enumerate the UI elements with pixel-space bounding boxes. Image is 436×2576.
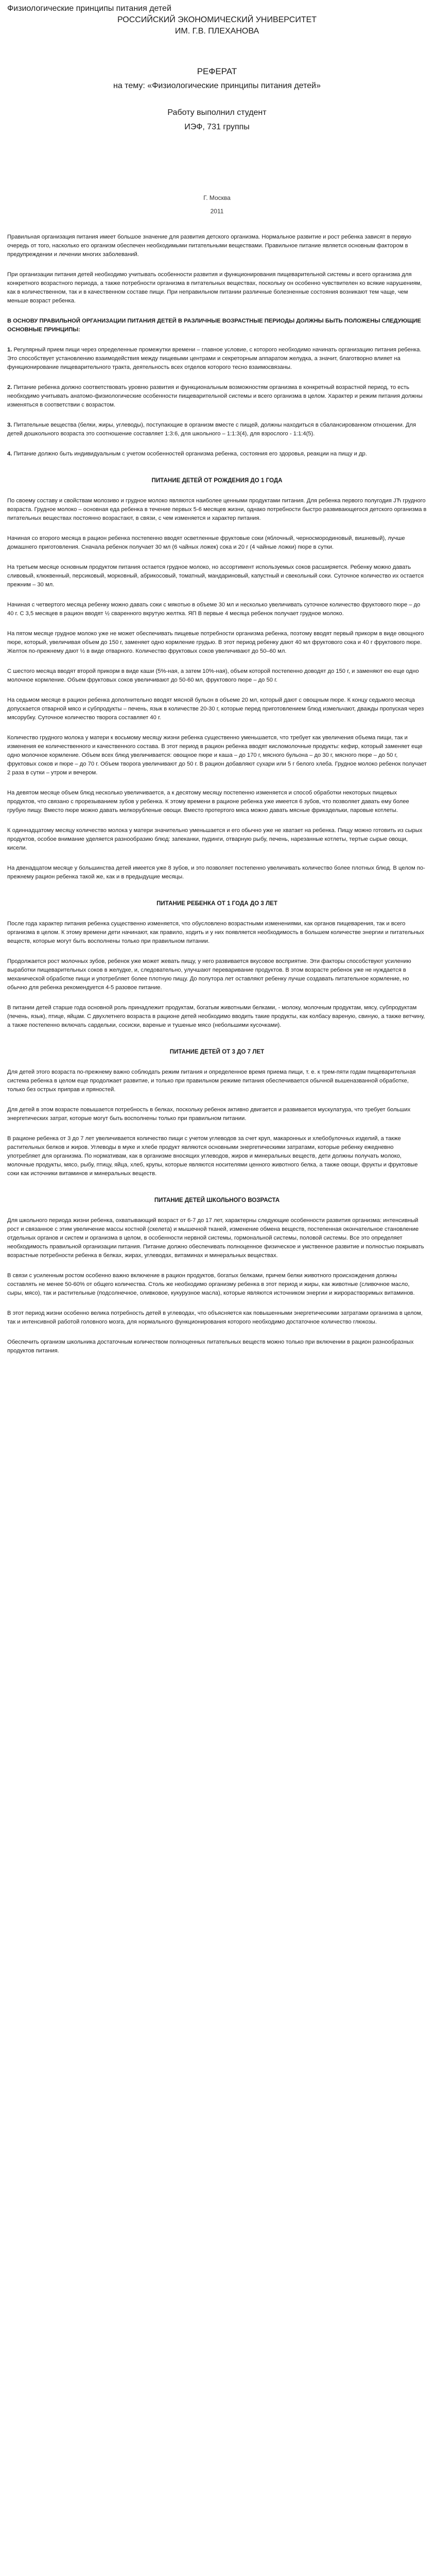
section-paragraph: Продолжается рост молочных зубов, ребенок уже может жевать пищу, у него развивается вкусовое восприятие. Эти факторы способствуют усилению выработки пищеварительных соков в желудке, и, следовательно, улучшают переваривание продуктов. В этом возрасте ребенок уже не нуждается в механической обработке пищи и употребляет более плотную пищу. До полутора лет оставляют ребенку лучше создавать питательное кормление, но обычно для ребенка рекомендуется 4-5 разовое питание. — [7, 958, 411, 991]
section-paragraph: В рационе ребенка от 3 до 7 лет увеличивается количество пищи с учетом углеводов за счет круп, макаронных и хлебобулочных изделий, а также растительных белков и жиров. Углеводы в муке и хлебе продукт являются основными энергетическими затратами, которые ребенку ежедневно употребляет для организма. По нормативам, как в организме вносящих углеводов, жиров и минеральных веществ, дети должны получать молоко, молочные продукты, мясо, рыбу, птицу, яйца, хлеб, крупы, которые являются носителями ценного животного белка, а также овощи, фрукты и фруктовые соки как источники витаминов и минеральных веществ. — [7, 1136, 418, 1177]
intro-paragraph: Правильная организация питания имеет большое значение для развития детского организма. Нормальное развитие и рост ребенка зависят в первую очередь от того, насколько его организм обеспечен необходимыми питательными веществами. Правильное питание является основным фактором в предупреждении и лечении многих заболеваний. — [7, 234, 412, 258]
section-paragraph: После года характер питания ребенка существенно изменяется, что обусловлено возрастными изменениями, как органов пищеварения, так и всего организма в целом. К этому времени дети начинают, как правило, ходить и у них появляется необходимость в большем количестве энергии и питательных веществ, которые могут быть восполнены только при правильном питании. — [7, 921, 424, 944]
principle-number: 3. — [7, 422, 12, 428]
principle-item — [7, 421, 427, 438]
principle-number: 4. — [7, 451, 12, 457]
section-heading: ПИТАНИЕ РЕБЕНКА ОТ 1 ГОДА ДО 3 ЛЕТ — [156, 900, 277, 907]
section-paragraph: В этот период жизни особенно велика потребность детей в углеводах, что объясняется как повышенными энергетическими затратами организма в целом, так и интенсивной работой головного мозга, для нормального функционирования которого необходимо достаточное количество глюкозы. — [7, 1310, 423, 1325]
student-group: ИЭФ, 731 группы — [184, 123, 250, 131]
principle-item — [7, 383, 427, 410]
principle-item — [7, 450, 427, 459]
section-paragraph: В связи с усиленным ростом особенно важно включение в рацион продуктов, богатых белками, причем белки животного происхождения должны составлять не менее 50-60% от общего количества. Столь же необходимо организму ребенка в этот период и жиры, как животные (сливочное масло, сыры, мясо), так и растительные (подсолнечное, оливковое, кукурузное масла), которые являются источником энергии и жирорастворимых витаминов. — [7, 1273, 415, 1296]
principle-number: 1. — [7, 347, 12, 353]
referat-label: РЕФЕРАТ — [197, 66, 237, 76]
section-body-school — [7, 1216, 427, 1355]
section-body-toddler — [7, 920, 427, 1030]
section-paragraph: Для детей этого возраста по-прежнему важно соблюдать режим питания и определенное время приема пищи, т. е. к трем-пяти годам пищеварительная система ребенка в целом еще продолжает развитие, и только при правильном режиме питания обеспечивается обычной вышеназванной обработке, только без острых приправ и пряностей. — [7, 1069, 416, 1093]
section-paragraph: В питании детей старше года основной роль принадлежит продуктам, богатым животными белками, - молоку, молочным продуктам, мясу, субпродуктам (печень, язык), птице, яйцам. С двухлетнего возраста в рационе детей необходимо вводить такие продукты, как колбасу вареную, свиную, а также ветчину, а также постепенно включать сардельки, сосиски, вареные и тушеные мясо (небольшими кусочками). — [7, 1005, 425, 1028]
section-heading: ПИТАНИЕ ДЕТЕЙ ОТ 3 ДО 7 ЛЕТ — [169, 1048, 265, 1055]
section-paragraph: На третьем месяце основным продуктом питания остается грудное молоко, но ассортимент используемых соков расширяется. Ребенку можно давать сливовый, клюквенный, персиковый, морковный, абрикосовый, томатный, мандариновый, капустный и свекольный соки. Суточное количество их остается прежним – 30 мл. — [7, 564, 424, 588]
section-body-infant — [7, 497, 427, 882]
intro-paragraph: При организации питания детей необходимо учитывать особенности развития и функционирования пищеварительной системы и всего организма для конкретного возрастного периода, а также потребности организма в питательных веществах, поскольку он особенно чувствителен ко всякие нарушениям, как в количественном, так и в качественном составе пищи. При неправильном питании различные болезненные состояния возникают тем чаще, чем меньше возраст ребенка. — [7, 272, 422, 304]
principle-text: Питание должно быть индивидуальным с учетом особенностей организма ребенка, состояния его здоровья, реакции на пищу и др. — [12, 451, 367, 457]
principle-text: Питание ребенка должно соответствовать уровню развития и функциональным возможностям организма в конкретный возрастной период, то есть необходимо учитывать анатомо-физиологические особенности пищеварительной системы и всего организма в целом. Характер и режим питания должны изменяться в соответствии с возрастом. — [7, 384, 423, 408]
section-paragraph: Для школьного периода жизни ребенка, охватывающий возраст от 6-7 до 17 лет, характерны следующие особенности развития организма: интенсивный рост и связанное с этим увеличение массы костной (скелета) и мышечной тканей, изменение обмена веществ, постепенная окончательное становление отдельных органов и систем и организма в целом, в особенности нервной системы, гормональной системы, половой системы. Все это определяет необходимость правильной организации питания. Питание должно обеспечивать полноценное физическое и умственное развитие и полностью покрывать возрастные потребности ребенка в белках, жирах, углеводах, витаминах и минеральных веществах. — [7, 1217, 424, 1259]
section-paragraph: С шестого месяца вводят второй прикорм в виде каши (5%-ная, а затем 10%-ная), объем которой постепенно доводят до 150 г, и заменяют ею еще одно молочное кормление. Объем фруктовых соков увеличивают до 50-60 мл, фруктового пюре – до 50 г. — [7, 668, 419, 683]
author-line: Работу выполнил студент — [167, 108, 267, 117]
section-paragraph: На пятом месяце грудное молоко уже не может обеспечивать пищевые потребности организма ребенка, поэтому вводят первый прикорм в виде овощного пюре, который, увеличивая объем до 150 г, заменяет одно кормление грудью. В этот период ребенку дают 40 мл фруктового сока и 40 г фруктового пюре. Желток по-прежнему дают ½ в виде отварного. Количество фруктовых соков увеличивают до 50–60 мл. — [7, 631, 424, 654]
city-label: Г. Москва — [203, 194, 231, 201]
university-honorific: ИМ. Г.В. ПЛЕХАНОВА — [175, 27, 259, 36]
section-paragraph: Для детей в этом возрасте повышается потребность в белках, поскольку ребенок активно двигается и развивается мускулатура, что требует больших энергетических затрат, которые могут быть восполнены только при правильном питании. — [7, 1107, 411, 1122]
document-header-line: Физиологические принципы питания детей — [7, 4, 171, 13]
principles-heading: В ОСНОВУ ПРАВИЛЬНОЙ ОРГАНИЗАЦИИ ПИТАНИЯ ДЕТЕЙ В РАЗЛИЧНЫЕ ВОЗРАСТНЫЕ ПЕРИОДЫ ДОЛЖНЫ БЫТЬ ПОЛОЖЕНЫ СЛЕДУЮЩИЕ ОСНОВНЫЕ ПРИНЦИПЫ: — [7, 318, 422, 333]
university-name: РОССИЙСКИЙ ЭКОНОМИЧЕСКИЙ УНИВЕРСИТЕТ — [117, 15, 317, 24]
year-label: 2011 — [210, 208, 224, 215]
section-paragraph: Обеспечить организм школьника достаточным количеством полноценных питательных веществ можно только при включении в рацион разнообразных продуктов питания. — [7, 1339, 414, 1354]
section-paragraph: На двенадцатом месяце у большинства детей имеется уже 8 зубов, и это позволяет постепенно увеличивать количество более плотных блюд. В целом по-прежнему рацион ребенка такой же, как и в предыдущие месяцы. — [7, 865, 425, 880]
principle-number: 2. — [7, 384, 12, 391]
section-paragraph: К одиннадцатому месяцу количество молока у матери значительно уменьшается и его обычно уже не хватает на ребенка. Пищу можно готовить из сырых продуктов, особое внимание уделяется разнообразию блюд: запеканки, пудинги, отварную рыбу, печень, нарезанные котлеты, тертые сырые овощи, кисели. — [7, 827, 423, 851]
section-paragraph: На седьмом месяце в рацион ребенка дополнительно вводят мясной бульон в объеме 20 мл, который дают с овощным пюре. К концу седьмого месяца допускается отварной мясо и субпродукты – печень, язык в количестве 20-30 г, которые перед приготовлением блюд измельчают, дважды пропуская через мясорубку. Суточное количество творога составляет 40 г. — [7, 697, 424, 721]
referat-topic: на тему: «Физиологические принципы питания детей» — [113, 81, 321, 90]
principle-item — [7, 346, 427, 372]
section-paragraph: Начиная со второго месяца в рацион ребенка постепенно вводят осветленные фруктовые соки (яблочный, черносмородиновый, вишневый), лучше домашнего приготовления. Сначала ребенок получает 30 мл (6 чайных ложек) сока и 20 г (4 чайные ложки) пюре в сутки. — [7, 535, 405, 550]
principle-text: Питательные вещества (белки, жиры, углеводы), поступающие в организм вместе с пищей, должны находиться в сбалансированном отношении. Для детей дошкольного возраста это соотношение составляет 1:3:6, для школьного – 1:1:3(4), для взрослого - 1:1:4(5). — [7, 422, 416, 437]
section-heading: ПИТАНИЕ ДЕТЕЙ ШКОЛЬНОГО ВОЗРАСТА — [154, 1197, 280, 1204]
section-paragraph: На девятом месяце объем блюд несколько увеличивается, а к десятому месяцу постепенно изменяется и способ обработки некоторых пищевых продуктов, что связано с прорезыванием зубов у ребенка. К этому времени в рационе ребенка уже имеется 6 зубов, что позволяет давать ему более грубую пищу. Вместо пюре можно давать мелкорубленые овощи. Вместо протертого мяса можно давать мясные фрикадельки, паровые котлеты. — [7, 790, 409, 814]
principle-text: Регулярный прием пищи через определенные промежутки времени – главное условие, с которого необходимо начинать организацию питания ребенка. Это способствует установлению взаимодействия между пищевыми центрами и секреторным аппаратом желудка, а значит, благотворно влияет на функционирование пищеварительного тракта, деятельность всех отделов которого тесно взаимосвязаны. — [7, 347, 422, 370]
section-body-preschool — [7, 1068, 427, 1178]
section-paragraph: Количество грудного молока у матери к восьмому месяцу жизни ребенка существенно уменьшается, что требует как увеличения объема пищи, так и изменения ее количественного и качественного состава. В этот период в рацион ребенка вводят кисломолочные продукты: кефир, который заменяет еще одно молочное кормление. Объем всех блюд увеличивается: овощное пюре и каша – до 170 г, мясного бульона – до 30 г, мясного пюре – до 50 г, фруктовых соков и пюре – до 70 г. Объем творога увеличивают до 50 г. В рацион добавляют сухари или 5 г белого хлеба. Грудное молоко ребенок получает 2 раза в сутки – утром и вечером. — [7, 735, 427, 776]
section-paragraph: Начиная с четвертого месяца ребенку можно давать соки с мякотью в объеме 30 мл и несколько увеличивать суточное количество фруктового пюре – до 40 г. С 3,5 месяцев в рацион вводят ½ сваренного вкрутую желтка. ЯП В первые 4 месяца ребенок получает грудное молоко. — [7, 602, 421, 617]
section-heading: ПИТАНИЕ ДЕТЕЙ ОТ РОЖДЕНИЯ ДО 1 ГОДА — [151, 477, 283, 484]
section-paragraph: По своему составу и свойствам молозиво и грудное молоко являются наиболее ценными продуктами питания. Для ребенка первого полугодия ЈЋ грудного возраста. Грудное молоко – основная еда ребенка в течение первых 5-6 месяцев жизни, однако потребности быстро развивающегося детского организма в питательных веществах постоянно возрастают, в связи, с чем изменяется и характер питания. — [7, 498, 427, 521]
